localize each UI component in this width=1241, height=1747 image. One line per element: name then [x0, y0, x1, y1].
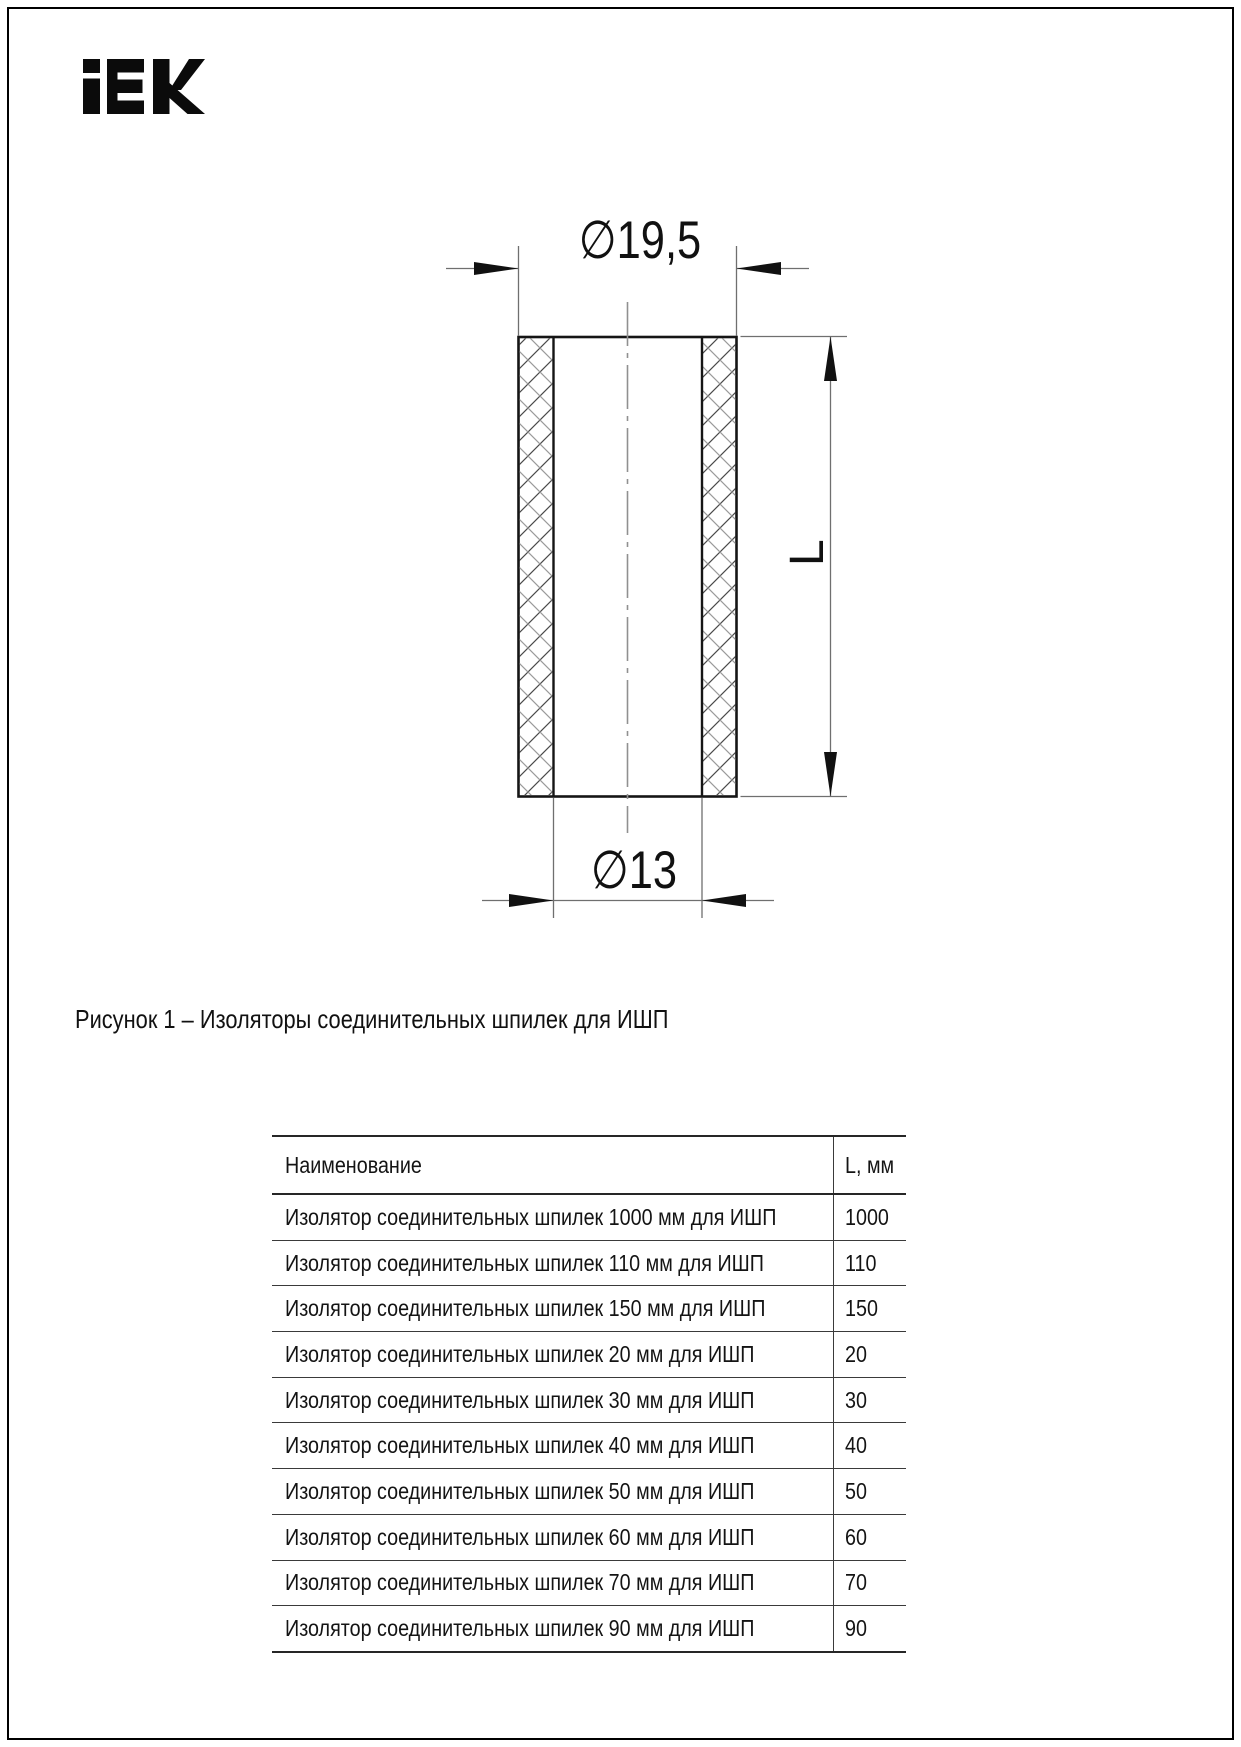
bushing-section	[519, 302, 737, 833]
table-header-length-label: L, мм	[845, 1151, 895, 1178]
dim-inner-arrow-right	[702, 894, 746, 907]
table-cell-name	[272, 1478, 833, 1505]
item-length: 150	[845, 1295, 878, 1322]
left-wall-hatch	[520, 339, 553, 796]
item-name: Изолятор соединительных шпилек 20 мм для ИШП	[285, 1340, 755, 1367]
logo-e-glyph	[107, 59, 144, 114]
table-row	[272, 1332, 906, 1378]
right-wall-hatch	[703, 339, 736, 796]
item-name: Изолятор соединительных шпилек 1000 мм для ИШП	[285, 1203, 777, 1230]
table-row	[272, 1561, 906, 1607]
table-cell-name	[272, 1615, 833, 1642]
table-header-name	[272, 1152, 833, 1179]
dim-inner-arrow-left	[509, 894, 554, 907]
table-row	[272, 1606, 906, 1651]
item-length: 70	[845, 1569, 867, 1596]
item-name: Изолятор соединительных шпилек 90 мм для ИШП	[285, 1615, 755, 1642]
table-cell-name	[272, 1569, 833, 1596]
logo-k-lower-arm	[170, 83, 206, 114]
table-cell-name	[272, 1295, 833, 1322]
logo-k-stem	[153, 59, 170, 114]
table-row	[272, 1241, 906, 1287]
table-cell-name	[272, 1387, 833, 1414]
table-cell-length	[833, 1606, 906, 1651]
table-header-row	[272, 1137, 906, 1195]
dim-length-arrow-top	[824, 337, 837, 382]
item-length: 50	[845, 1477, 867, 1504]
table-cell-length	[833, 1332, 906, 1377]
logo-k-upper-arm	[170, 59, 206, 90]
item-name: Изолятор соединительных шпилек 60 мм для ИШП	[285, 1523, 755, 1550]
table-cell-length	[833, 1561, 906, 1606]
table-row	[272, 1195, 906, 1241]
item-name: Изолятор соединительных шпилек 150 мм для ИШП	[285, 1295, 766, 1322]
table-header-length	[833, 1137, 906, 1193]
table-row	[272, 1469, 906, 1515]
table-row	[272, 1515, 906, 1561]
item-length: 110	[845, 1249, 877, 1276]
spec-table	[272, 1135, 906, 1653]
item-name: Изолятор соединительных шпилек 40 мм для ИШП	[285, 1432, 755, 1459]
item-length: 90	[845, 1615, 867, 1642]
logo-i-stem	[83, 79, 100, 115]
item-length: 20	[845, 1340, 867, 1367]
figure-caption	[75, 1002, 782, 1036]
table-cell-name	[272, 1432, 833, 1459]
table-body	[272, 1195, 906, 1651]
table-cell-name	[272, 1341, 833, 1368]
table-cell-length	[833, 1515, 906, 1560]
item-name: Изолятор соединительных шпилек 110 мм для ИШП	[285, 1249, 764, 1276]
table-cell-name	[272, 1204, 833, 1231]
table-cell-length	[833, 1469, 906, 1514]
iek-logo	[83, 59, 205, 114]
table-cell-length	[833, 1241, 906, 1286]
table-cell-length	[833, 1195, 906, 1240]
item-length: 40	[845, 1432, 867, 1459]
dim-outer-arrow-right	[737, 262, 782, 275]
item-length: 1000	[845, 1203, 889, 1230]
table-cell-name	[272, 1524, 833, 1551]
table-header-name-label: Наименование	[285, 1151, 422, 1178]
item-name: Изолятор соединительных шпилек 30 мм для ИШП	[285, 1386, 755, 1413]
table-row	[272, 1286, 906, 1332]
table-cell-length	[833, 1286, 906, 1331]
logo-i-dot	[83, 59, 100, 73]
dim-outer-value: ∅19,5	[578, 210, 702, 271]
table-cell-name	[272, 1250, 833, 1277]
figure-caption-text: Рисунок 1 – Изоляторы соединительных шпилек для ИШП	[75, 1004, 669, 1034]
table-cell-length	[833, 1378, 906, 1423]
dim-inner-value: ∅13	[590, 840, 678, 901]
dim-length-value: L	[781, 539, 834, 566]
dim-length-arrow-bottom	[824, 752, 837, 797]
item-name: Изолятор соединительных шпилек 50 мм для ИШП	[285, 1477, 755, 1504]
item-name: Изолятор соединительных шпилек 70 мм для ИШП	[285, 1569, 755, 1596]
dim-outer-arrow-left	[474, 262, 519, 275]
table-cell-length	[833, 1423, 906, 1468]
table-row	[272, 1423, 906, 1469]
dim-length	[741, 337, 848, 797]
table-row	[272, 1378, 906, 1424]
item-length: 60	[845, 1523, 867, 1550]
item-length: 30	[845, 1386, 867, 1413]
